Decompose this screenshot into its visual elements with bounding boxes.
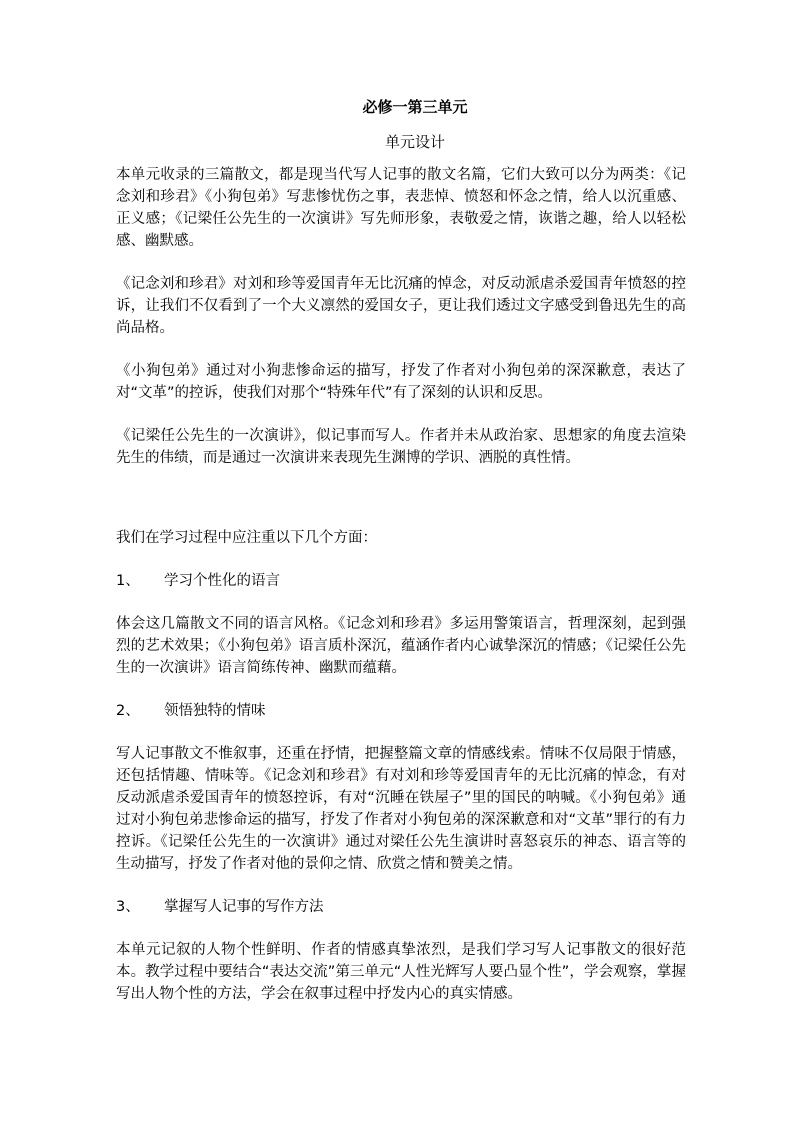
document-page [116,96,686,1026]
intro-paragraph: 本单元收录的三篇散文，都是现当代写人记事的散文名篇，它们大致可以分为两类：《记念刘和珍君》《小狗包弟》写悲惨忧伤之事，表悲悼、愤怒和怀念之情，给人以沉重感、正义感；《记梁任公先生的一次演讲》写先师形象，表敬爱之情，诙谐之趣，给人以轻松感、幽默感。 [116,167,686,249]
aspects-intro: 我们在学习过程中应注重以下几个方面： [116,530,377,546]
intro-paragraph: 《记梁任公先生的一次演讲》，似记事而写人。作者并未从政治家、思想家的角度去渲染先生的伟绩，而是通过一次演讲来表现先生渊博的学识、洒脱的真性情。 [116,428,686,466]
document-title: 必修一第三单元 [362,98,468,116]
section-heading [116,570,686,592]
intro-paragraph: 《小狗包弟》通过对小狗悲惨命运的描写，抒发了作者对小狗包弟的深深歉意，表达了对“文革”的控诉，使我们对那个“特殊年代”有了深刻的认识和反思。 [116,363,686,401]
section-body: 本单元记叙的人物个性鲜明、作者的情感真挚浓烈，是我们学习写人记事散文的很好范本。教学过程中要结合“表达交流”第三单元“人性光辉写人要凸显个性”，学会观察，掌握写出人物个性的方法，学会在叙事过程中抒发内心的真实情感。 [116,942,686,1002]
section-heading-text: 学习个性化的语言 [164,573,280,589]
section-heading-text: 领悟独特的情味 [164,703,266,719]
section-number: 2、 [116,703,140,719]
section-heading [116,896,686,918]
section-body: 写人记事散文不惟叙事，还重在抒情，把握整篇文章的情感线索。情味不仅局限于情感，还包括情趣、情味等。《记念刘和珍君》有对刘和珍等爱国青年的无比沉痛的悼念，有对反动派虐杀爱国青年的愤怒控诉，有对“沉睡在铁屋子”里的国民的呐喊。《小狗包弟》通过对小狗包弟悲惨命运的描写，抒发了作者对小狗包弟的深深歉意和对“文革”罪行的有力控诉。《记梁任公先生的一次演讲》通过对梁任公先生演讲时喜怒哀乐的神态、语言等的生动描写，抒发了作者对他的景仰之情、欣赏之情和赞美之情。 [116,746,686,872]
section-heading-text: 掌握写人记事的写作方法 [164,899,324,915]
document-subtitle: 单元设计 [384,133,445,151]
section-number: 3、 [116,899,140,915]
spacer [116,490,686,527]
section-heading [116,700,686,722]
intro-paragraph: 《记念刘和珍君》对刘和珍等爱国青年无比沉痛的悼念，对反动派虐杀爱国青年愤怒的控诉，让我们不仅看到了一个大义凛然的爱国女子，更让我们透过文字感受到鲁迅先生的高尚品格。 [116,276,686,336]
section-body: 体会这几篇散文不同的语言风格。《记念刘和珍君》多运用警策语言，哲理深刻，起到强烈的艺术效果；《小狗包弟》语言质朴深沉，蕴涵作者内心诚挚深沉的情感；《记梁任公先生的一次演讲》语言简练传神、幽默而蕴藉。 [116,616,686,676]
section-number: 1、 [116,573,140,589]
